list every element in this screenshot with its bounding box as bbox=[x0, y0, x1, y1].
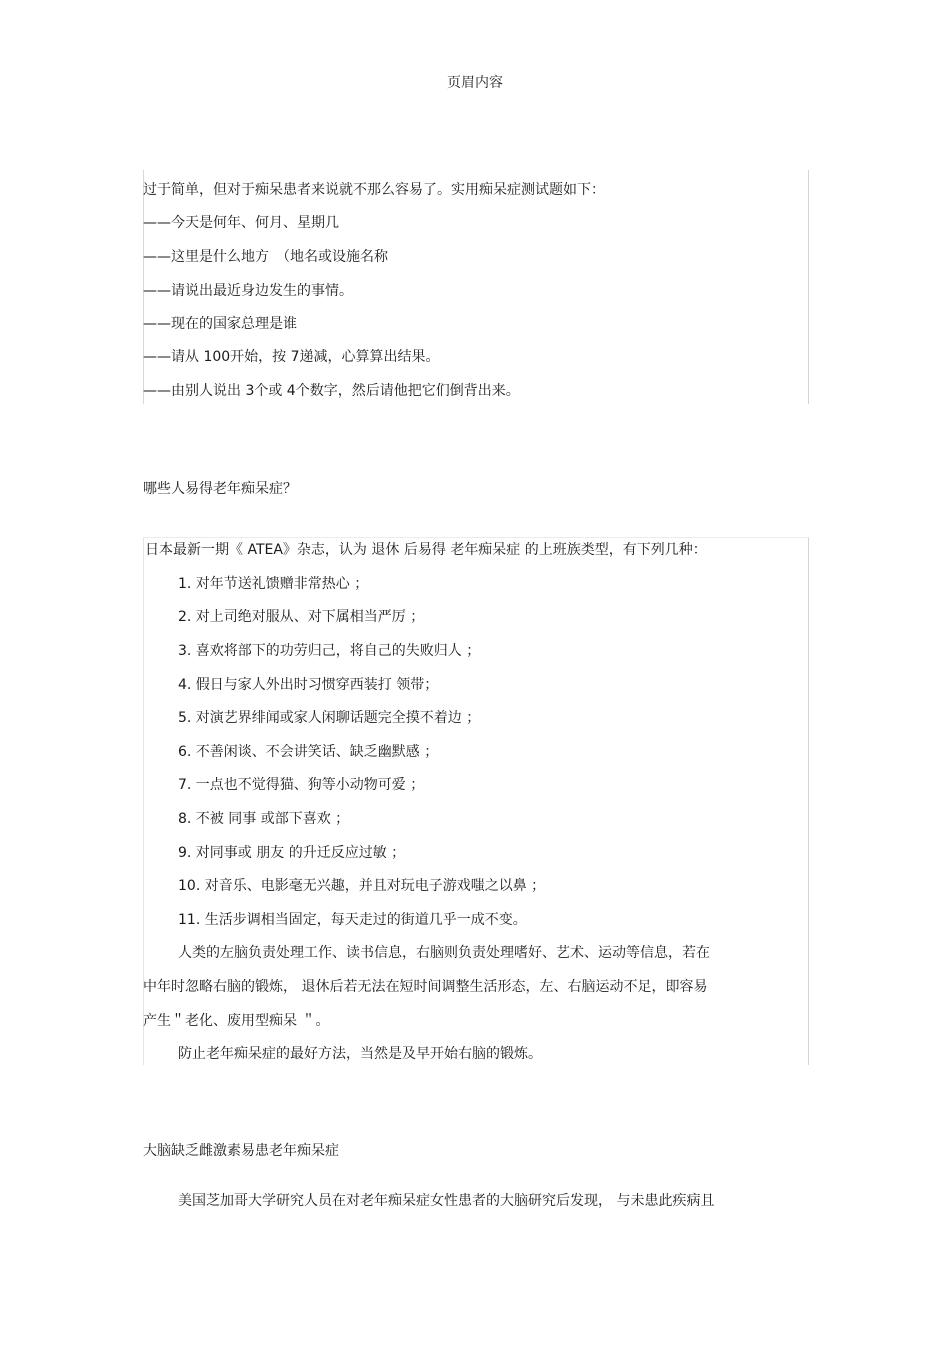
list-item: 5. 对演艺界绯闻或家人闲聊话题完全摸不着边 ； bbox=[178, 710, 481, 726]
list-item: 8. 不被 同事 或部下喜欢 ； bbox=[178, 811, 350, 827]
list-item: 4. 假日与家人外出时习惯穿西装打 领带； bbox=[178, 677, 439, 693]
list-item: 11. 生活步调相当固定，每天走过的街道几乎一成不变。 bbox=[178, 912, 527, 928]
section-title-who-at-risk: 哪些人易得老年痴呆症？ bbox=[143, 481, 297, 497]
list-item: 7. 一点也不觉得猫、狗等小动物可爱 ； bbox=[178, 777, 425, 793]
list-item: 10. 对音乐、电影毫无兴趣，并且对玩电子游戏嗤之以鼻 ； bbox=[178, 878, 546, 894]
list-item: 6. 不善闲谈、不会讲笑话、缺乏幽默感 ； bbox=[178, 744, 439, 760]
test-question-4: ——现在的国家总理是谁 bbox=[143, 316, 297, 332]
list-item: 3. 喜欢将部下的功劳归己，将自己的失败归人 ； bbox=[178, 643, 481, 659]
risk-intro-line: 日本最新一期《 ATEA》杂志，认为 退休 后易得 老年痴呆症 的上班族类型，有下列几种： bbox=[145, 542, 707, 558]
test-question-5: ——请从 100开始，按 7递减，心算算出结果。 bbox=[143, 349, 440, 365]
prevention-line: 防止老年痴呆症的最好方法，当然是及早开始右脑的锻炼。 bbox=[178, 1046, 542, 1062]
section-title-estrogen: 大脑缺乏雌激素易患老年痴呆症 bbox=[143, 1143, 339, 1159]
brain-paragraph-line-2: 中年时忽略右脑的锻炼， 退休后若无法在短时间调整生活形态，左、右脑运动不足，即容易 bbox=[143, 979, 708, 995]
list-item: 2. 对上司绝对服从、对下属相当严厉 ； bbox=[178, 609, 425, 625]
test-intro-line: 过于简单，但对于痴呆患者来说就不那么容易了。实用痴呆症测试题如下： bbox=[143, 182, 605, 198]
estrogen-paragraph: 美国芝加哥大学研究人员在对老年痴呆症女性患者的大脑研究后发现， 与未患此疾病且 bbox=[178, 1193, 715, 1209]
test-question-3: ——请说出最近身边发生的事情。 bbox=[143, 283, 353, 299]
list-item: 9. 对同事或 朋友 的升迁反应过敏 ； bbox=[178, 845, 406, 861]
test-question-1: ——今天是何年、何月、星期几 bbox=[143, 215, 339, 231]
page-header: 页眉内容 bbox=[447, 75, 503, 91]
test-question-6: ——由别人说出 3个或 4个数字，然后请他把它们倒背出来。 bbox=[143, 383, 520, 399]
brain-paragraph-line-3: 产生＂老化、废用型痴呆 ＂。 bbox=[143, 1013, 330, 1029]
list-item: 1. 对年节送礼馈赠非常热心 ； bbox=[178, 576, 369, 592]
brain-paragraph-line-1: 人类的左脑负责处理工作、读书信息，右脑则负责处理嗜好、艺术、运动等信息，若在 bbox=[178, 945, 710, 961]
test-question-2: ——这里是什么地方 （地名或设施名称 bbox=[143, 249, 388, 265]
